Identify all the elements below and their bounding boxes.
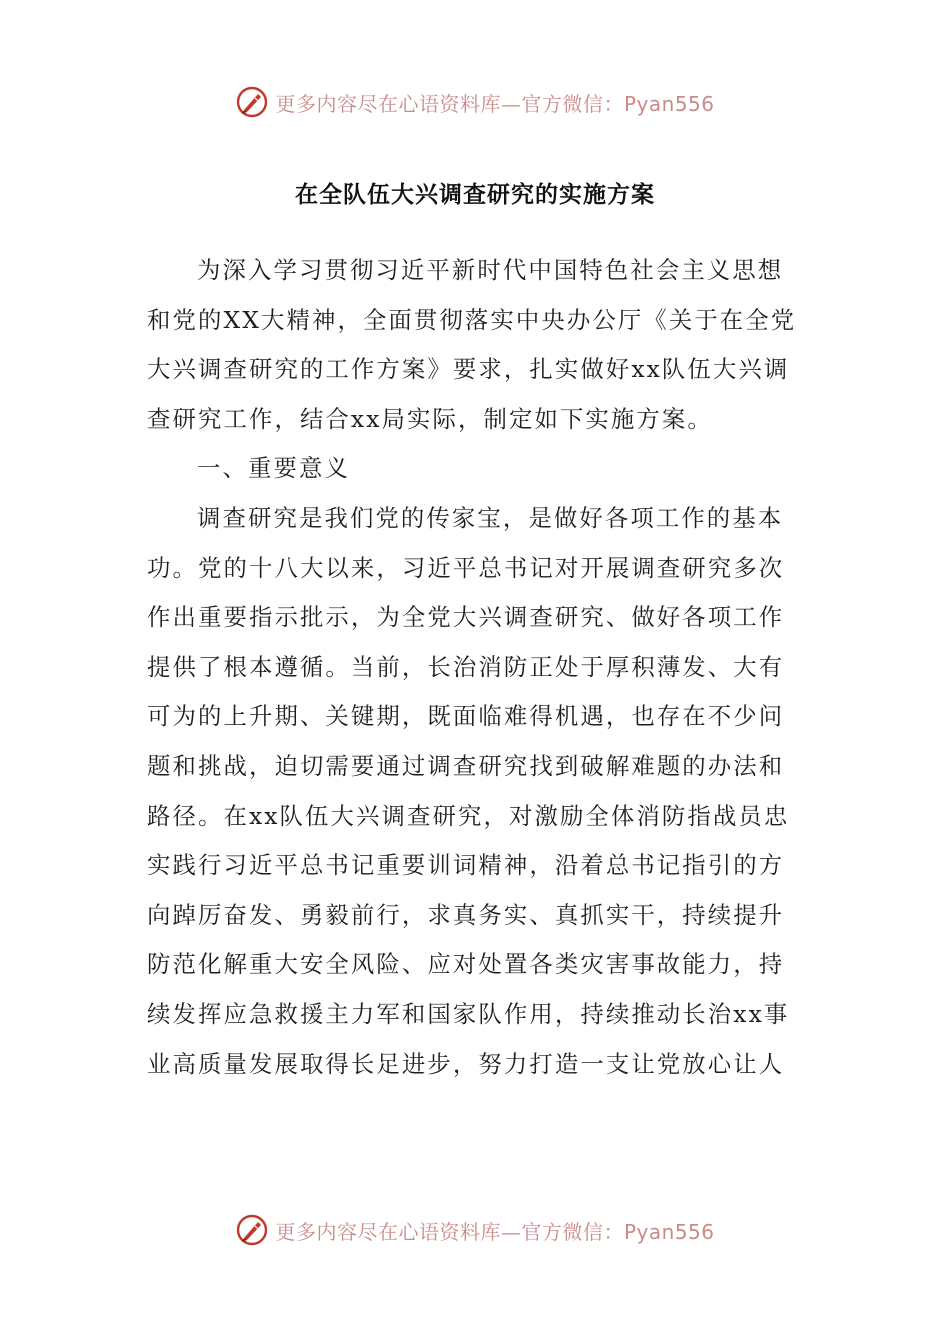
body-line: 业高质量发展取得长足进步，努力打造一支让党放心让人 bbox=[147, 1049, 785, 1078]
pen-circle-logo-icon bbox=[235, 1213, 269, 1247]
body-line: 提供了根本遵循。当前，长治消防正处于厚积薄发、大有 bbox=[147, 652, 785, 681]
body-line: 查研究工作，结合xx局实际，制定如下实施方案。 bbox=[147, 404, 713, 433]
body-line: 题和挑战，迫切需要通过调查研究找到破解难题的办法和 bbox=[147, 751, 785, 780]
body-line: 可为的上升期、关键期，既面临难得机遇，也存在不少问 bbox=[147, 702, 785, 731]
watermark-wechat-id: Pyan556 bbox=[623, 91, 715, 116]
watermark-text bbox=[275, 88, 714, 117]
body-line: 防范化解重大安全风险、应对处置各类灾害事故能力，持 bbox=[147, 950, 785, 979]
document-body bbox=[147, 246, 797, 1089]
body-line: 路径。在xx队伍大兴调查研究，对激励全体消防指战员忠 bbox=[147, 801, 790, 830]
watermark-label: 更多内容尽在心语资料库—官方微信： bbox=[275, 1219, 624, 1244]
body-line: 为深入学习贯彻习近平新时代中国特色社会主义思想 bbox=[197, 256, 784, 284]
body-line: 和党的XX大精神，全面贯彻落实中央办公厅《关于在全党 bbox=[147, 305, 797, 334]
body-line: 续发挥应急救援主力军和国家队作用，持续推动长治xx事 bbox=[147, 999, 790, 1028]
body-line: 作出重要指示批示，为全党大兴调查研究、做好各项工作 bbox=[147, 603, 785, 632]
body-line: 调查研究是我们党的传家宝，是做好各项工作的基本 bbox=[197, 503, 784, 532]
watermark-banner-top bbox=[0, 80, 950, 124]
section-heading: 一、重要意义 bbox=[197, 454, 350, 483]
watermark-wechat-id: Pyan556 bbox=[623, 1219, 715, 1244]
watermark-banner-bottom bbox=[0, 1208, 950, 1252]
watermark-label: 更多内容尽在心语资料库—官方微信： bbox=[275, 91, 624, 116]
watermark-text bbox=[275, 1216, 714, 1245]
body-line: 向踔厉奋发、勇毅前行，求真务实、真抓实干，持续提升 bbox=[147, 900, 785, 929]
body-line: 功。党的十八大以来，习近平总书记对开展调查研究多次 bbox=[147, 553, 785, 582]
document-title: 在全队伍大兴调查研究的实施方案 bbox=[295, 181, 655, 208]
body-line: 大兴调查研究的工作方案》要求，扎实做好xx队伍大兴调 bbox=[147, 355, 790, 384]
pen-circle-logo-icon bbox=[235, 85, 269, 119]
body-line: 实践行习近平总书记重要训词精神，沿着总书记指引的方 bbox=[147, 851, 785, 880]
